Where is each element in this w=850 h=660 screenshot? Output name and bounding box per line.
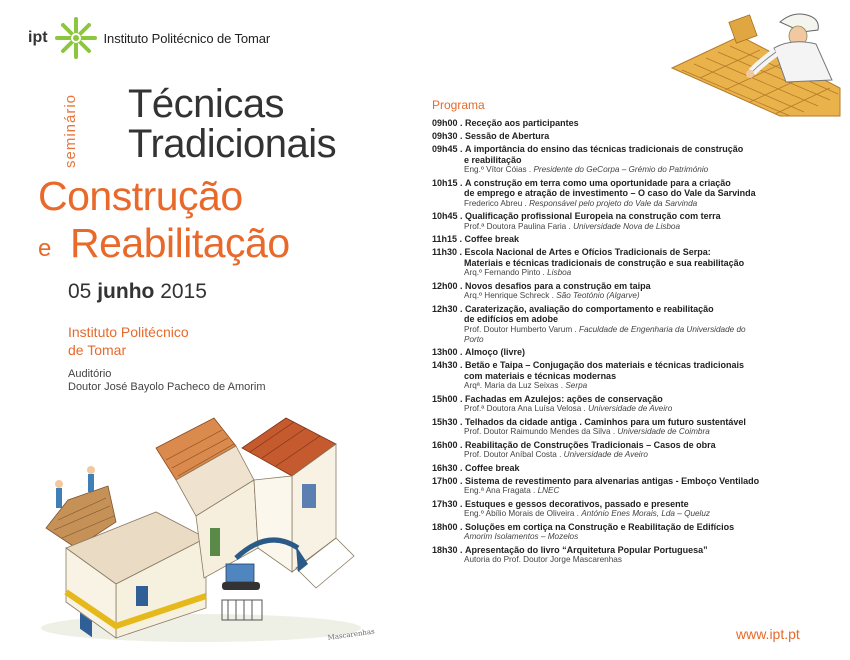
- program-item: [432, 440, 762, 461]
- item-time: 12h30 .: [432, 303, 463, 314]
- item-time: 10h15 .: [432, 177, 463, 188]
- speaker-name: Prof.ª Doutora Paulina Faria .: [464, 221, 571, 231]
- speaker-name: Autoria do Prof. Doutor Jorge Mascarenhas: [464, 555, 622, 564]
- program-item: [432, 304, 762, 345]
- item-title: Receção aos participantes: [465, 118, 579, 128]
- program-item: [432, 118, 762, 129]
- item-time: 11h15 .: [432, 234, 463, 244]
- program-item: [432, 234, 762, 245]
- program-item: [432, 131, 762, 142]
- program-item: [432, 360, 762, 391]
- traditional-house-cutaway-illustration: [36, 388, 376, 650]
- item-time: 17h30 .: [432, 498, 463, 509]
- item-time: 09h45 .: [432, 144, 463, 154]
- speaker-name: Prof. Doutor Humberto Varum .: [464, 324, 577, 334]
- speaker-name: Frederico Abreu .: [464, 198, 527, 208]
- speaker-name: Arqª. Maria da Luz Seixas .: [464, 381, 564, 390]
- item-title: Betão e Taipa – Conjugação dos materiais e técnicas tradicionais: [465, 360, 744, 370]
- item-title: A construção em terra como uma oportunidade para a criação: [465, 177, 731, 188]
- item-time: 11h30 .: [432, 247, 463, 257]
- item-title: Escola Nacional de Artes e Ofícios Tradicionais de Serpa:: [464, 247, 711, 257]
- item-speaker: [432, 325, 762, 345]
- item-speaker: [432, 222, 762, 232]
- item-title: Novos desafios para a construção em taipa: [465, 280, 651, 291]
- speaker-affiliation: António Enes Morais, Lda – Queluz: [581, 509, 711, 518]
- program-item: [432, 211, 762, 232]
- item-speaker: [432, 381, 762, 391]
- speaker-affiliation: Universidade de Coimbra: [617, 427, 710, 436]
- title-conjunction: e: [38, 235, 52, 262]
- item-title: Sistema de revestimento para alvenarias antigas - Emboço Ventilado: [465, 475, 760, 486]
- program-item: [432, 178, 762, 209]
- item-time: 18h00 .: [432, 521, 463, 532]
- speaker-affiliation: Universidade de Aveiro: [563, 450, 648, 459]
- item-speaker: [432, 486, 762, 496]
- speaker-affiliation: Responsável pelo projeto do Vale da Sarvinda: [529, 198, 698, 208]
- title-line-3: Construção: [38, 173, 243, 219]
- program-item: [432, 463, 762, 474]
- item-time: 15h00 .: [432, 393, 463, 404]
- program-item: [432, 281, 762, 302]
- venue-room-name: Doutor José Bayolo Pacheco de Amorim: [68, 381, 266, 393]
- program-item: [432, 144, 762, 175]
- item-title: Telhados da cidade antiga . Caminhos para um futuro sustentável: [465, 416, 746, 427]
- item-title: Sessão de Abertura: [465, 131, 550, 141]
- venue-institution-line-1: Instituto Politécnico: [68, 324, 189, 340]
- venue-institution: [68, 323, 189, 359]
- ipt-logo[interactable]: [28, 14, 270, 62]
- program-item: [432, 394, 762, 415]
- ipt-flower-icon: [52, 14, 100, 62]
- item-time: 13h00 .: [432, 347, 463, 357]
- item-title: Caraterização, avaliação do comportamento e reabilitação: [465, 303, 714, 314]
- item-title-cont: com materiais e técnicas modernas: [464, 370, 617, 381]
- date-year: 2015: [160, 280, 207, 303]
- website-link[interactable]: www.ipt.pt: [736, 626, 800, 642]
- program-item: [432, 476, 762, 497]
- item-title: Apresentação do livro “Arquitetura Popular Portuguesa”: [465, 544, 708, 555]
- program-heading: Programa: [432, 98, 485, 112]
- speaker-name: Eng.ª Ana Fragata .: [464, 486, 536, 495]
- item-time: 10h45 .: [432, 211, 463, 221]
- item-speaker: [432, 165, 762, 175]
- date-month: junho: [97, 280, 155, 303]
- speaker-name: Prof. Doutor Raimundo Mendes da Silva .: [464, 427, 616, 436]
- speaker-affiliation: Faculdade de Engenharia da Universidade do Porto: [464, 324, 746, 344]
- program-item: [432, 499, 762, 520]
- item-speaker: [432, 404, 762, 414]
- item-speaker: [432, 427, 762, 437]
- item-title-cont: Materiais e técnicas tradicionais de construção e sua reabilitação: [464, 257, 745, 268]
- item-title: Fachadas em Azulejos: ações de conservação: [465, 393, 663, 404]
- program-item: [432, 522, 762, 543]
- item-title: Almoço (livre): [465, 347, 526, 357]
- item-time: 17h00 .: [432, 475, 463, 486]
- item-speaker: [432, 532, 762, 542]
- speaker-name: Prof.ª Doutora Ana Luísa Velosa .: [464, 404, 586, 413]
- venue-room-label: Auditório: [68, 368, 112, 380]
- item-title: Estuques e gessos decorativos, passado e presente: [465, 498, 689, 509]
- title-line-2: Tradicionais: [128, 122, 337, 166]
- item-time: 16h00 .: [432, 439, 463, 450]
- item-time: 14h30 .: [432, 360, 463, 370]
- item-speaker: [432, 199, 762, 209]
- speaker-name: Arq.º Fernando Pinto .: [464, 268, 545, 277]
- venue-institution-line-2: de Tomar: [68, 342, 127, 358]
- item-title: Qualificação profissional Europeia na construção com terra: [465, 211, 721, 221]
- item-title-cont: de edifícios em adobe: [464, 314, 559, 324]
- item-speaker: [432, 509, 762, 519]
- speaker-name: Eng.º Abílio Morais de Oliveira .: [464, 509, 579, 518]
- item-time: 16h30 .: [432, 462, 463, 473]
- worker-laying-tiles-illustration: [670, 8, 842, 118]
- speaker-name: Prof. Doutor Aníbal Costa .: [464, 450, 562, 459]
- title-line-4: Reabilitação: [70, 220, 290, 266]
- item-time: 09h30 .: [432, 131, 463, 141]
- item-title-cont: e reabilitação: [464, 154, 522, 165]
- program-item: [432, 545, 762, 566]
- program-item: [432, 347, 762, 358]
- svg-text:Mascarenhas: Mascarenhas: [327, 627, 376, 642]
- item-time: 09h00 .: [432, 118, 463, 128]
- speaker-name: Arq.º Henrique Schreck .: [464, 291, 554, 300]
- item-speaker: [432, 450, 762, 460]
- program-list: [432, 118, 762, 568]
- event-date: [68, 280, 207, 304]
- item-title-cont: de emprego e atração de investimento – O caso do Vale da Sarvinda: [464, 188, 756, 198]
- item-time: 12h00 .: [432, 280, 463, 291]
- speaker-name: Eng.º Vítor Cóias .: [464, 165, 532, 174]
- title-prefix: seminário: [62, 93, 79, 168]
- speaker-affiliation: Lisboa: [547, 268, 572, 277]
- item-title: Reabilitação de Construções Tradicionais – Casos de obra: [465, 439, 716, 450]
- speaker-affiliation: Presidente do GeCorpa – Grémio do Património: [533, 165, 709, 174]
- item-speaker: [432, 291, 762, 301]
- logo-abbr: ipt: [28, 29, 48, 46]
- title-line-1: Técnicas: [128, 82, 285, 126]
- item-title: Coffee break: [465, 462, 520, 473]
- speaker-affiliation: São Teotónio (Algarve): [556, 291, 640, 300]
- program-item: [432, 247, 762, 278]
- institution-name: Instituto Politécnico de Tomar: [103, 30, 271, 46]
- speaker-affiliation: Serpa: [565, 381, 588, 390]
- speaker-affiliation: Amorim Isolamentos – Mozelos: [464, 532, 579, 541]
- item-title: Soluções em cortiça na Construção e Reabilitação de Edifícios: [465, 521, 735, 532]
- speaker-affiliation: LNEC: [537, 486, 560, 495]
- item-speaker: [432, 268, 762, 278]
- item-title: A importância do ensino das técnicas tradicionais de construção: [465, 144, 744, 154]
- item-time: 15h30 .: [432, 416, 463, 427]
- item-speaker: [432, 555, 762, 565]
- speaker-affiliation: Universidade de Aveiro: [588, 404, 673, 413]
- speaker-affiliation: Universidade Nova de Lisboa: [573, 221, 681, 231]
- program-item: [432, 417, 762, 438]
- item-time: 18h30 .: [432, 544, 463, 555]
- item-title: Coffee break: [464, 234, 520, 244]
- date-day: 05: [68, 280, 92, 303]
